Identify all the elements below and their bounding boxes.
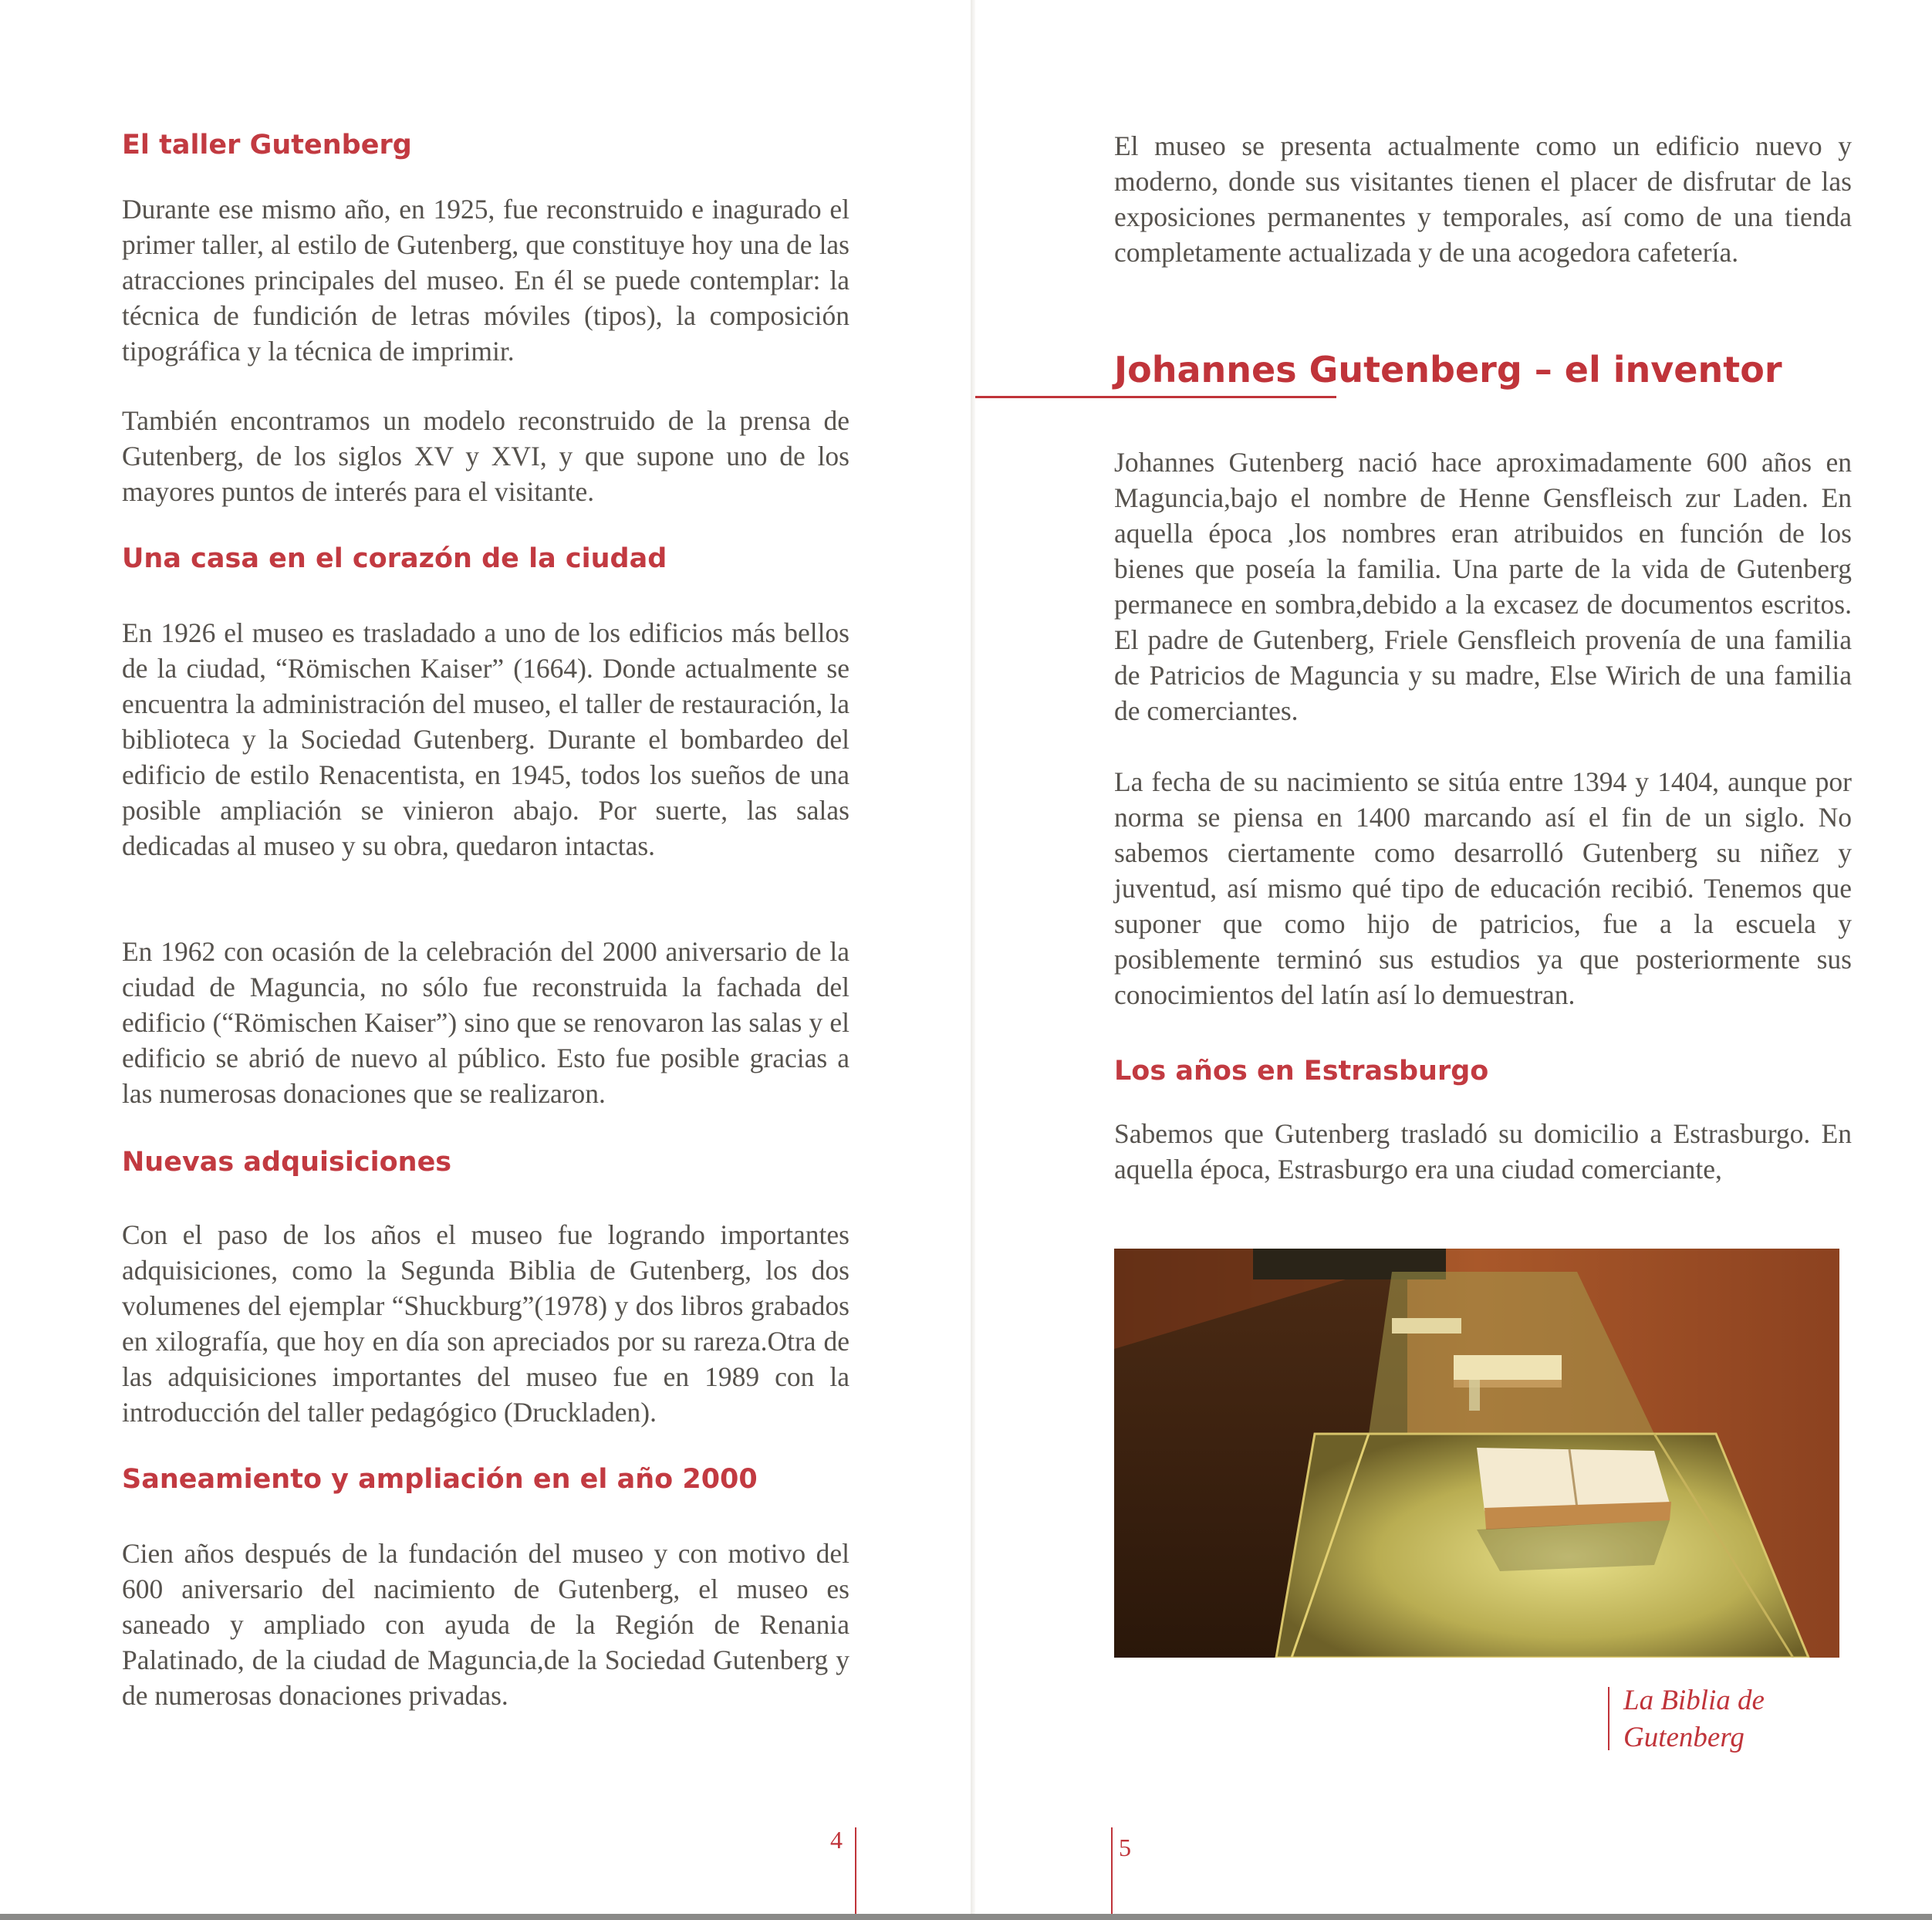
paragraph: En 1926 el museo es trasladado a uno de los edificios más bellos de la ciudad, “Römischen Kaiser” (1664). Donde actualmente se encuentra la administración del museo, el taller de restauración, la biblioteca y la Sociedad Gutenberg. Durante el bombardeo del edificio de estilo Renacentista, en 1945, todos los sueños de una posible ampliación se vinieron abajo. Por suerte, las salas dedicadas al museo y su obra, quedaron intactas. — [122, 617, 849, 861]
paragraph: En 1962 con ocasión de la celebración del 2000 aniversario de la ciudad de Maguncia, no sólo fue reconstruida la fachada del edificio (“Römischen Kaiser”) sino que se renovaron las salas y el edificio se abrió de nuevo al público. Esto fue posible gracias a las numerosas donaciones que se realizaron. — [122, 936, 849, 1109]
paragraph: También encontramos un modelo reconstruido de la prensa de Gutenberg, de los siglos XV y XVI, y que supone uno de los mayores puntos de interés para el visitante. — [122, 405, 849, 507]
paragraph-intro: El museo se presenta actualmente como un edificio nuevo y moderno, donde sus visitantes tienen el placer de disfrutar de las exposiciones permanentes y temporales, así como de una tienda completamente actualizada y de una acogedora cafetería. — [1114, 130, 1852, 268]
page-number-rule — [855, 1827, 856, 1917]
page-number: 4 — [830, 1826, 843, 1854]
heading-nuevas-adquisiciones: Nuevas adquisiciones — [122, 1147, 452, 1178]
right-page — [975, 0, 1932, 1920]
paragraph: Durante ese mismo año, en 1925, fue reconstruido e inagurado el primer taller, al estilo de Gutenberg, que constituye hoy una de las atracciones principales del museo. En él se puede contemplar: la técnica de fundición de letras móviles (tipos), la composición tipográfica y la técnica de imprimir. — [122, 194, 849, 367]
caption-line-2: Gutenberg — [1623, 1722, 1745, 1753]
heading-el-taller-gutenberg: El taller Gutenberg — [122, 130, 412, 161]
scan-bottom-edge — [0, 1914, 1932, 1920]
caption-line-1: La Biblia de — [1623, 1685, 1765, 1716]
paragraph: Con el paso de los años el museo fue logrando importantes adquisiciones, como la Segunda Biblia de Gutenberg, los dos volumenes del ejemplar “Shuckburg”(1978) y dos libros grabados en xilografía, que hoy en día son apreciados por su rareza.Otra de las adquisiciones importantes del museo fue en 1989 con la introducción del taller pedagógico (Druckladen). — [122, 1219, 849, 1428]
caption-rule — [1608, 1687, 1609, 1750]
main-heading: Johannes Gutenberg – el inventor — [1114, 349, 1782, 390]
museum-showcase-photo — [1114, 1249, 1839, 1658]
heading-underline — [975, 396, 1336, 398]
photo-caption — [1623, 1682, 1824, 1756]
page-number-rule — [1111, 1827, 1113, 1917]
paragraph: Cien años después de la fundación del museo y con motivo del 600 aniversario del nacimiento de Gutenberg, el museo es saneado y ampliado con ayuda de la Región de Renania Palatinado, de la ciudad de Maguncia,de la Sociedad Gutenberg y de numerosas donaciones privadas. — [122, 1538, 849, 1711]
paragraph: Sabemos que Gutenberg trasladó su domicilio a Estrasburgo. En aquella época, Estrasburgo era una ciudad comerciante, — [1114, 1118, 1852, 1185]
heading-estrasburgo: Los años en Estrasburgo — [1114, 1056, 1489, 1087]
paragraph: Johannes Gutenberg nació hace aproximadamente 600 años en Maguncia,bajo el nombre de Henne Gensfleisch zur Laden. En aquella época ,los nombres eran atribuidos en función de los bienes que poseía la familia. Una parte de la vida de Gutenberg permanece en sombra,debido a la excasez de documentos escritos. El padre de Gutenberg, Friele Gensfleich provenía de una familia de Patricios de Maguncia y su madre, Else Wirich de una familia de comerciantes. — [1114, 447, 1852, 726]
heading-saneamiento: Saneamiento y ampliación en el año 2000 — [122, 1464, 758, 1495]
paragraph: La fecha de su nacimiento se sitúa entre 1394 y 1404, aunque por norma se piensa en 1400 marcando así el fin de un siglo. No sabemos ciertamente como desarrolló Gutenberg su niñez y juventud, así mismo qué tipo de educación recibió. Tenemos que suponer que como hijo de patricios, fue a la escuela y posiblemente terminó sus estudios ya que posteriormente sus conocimientos del latín así lo demuestran. — [1114, 766, 1852, 1010]
page-number: 5 — [1119, 1834, 1131, 1861]
heading-una-casa: Una casa en el corazón de la ciudad — [122, 543, 667, 574]
